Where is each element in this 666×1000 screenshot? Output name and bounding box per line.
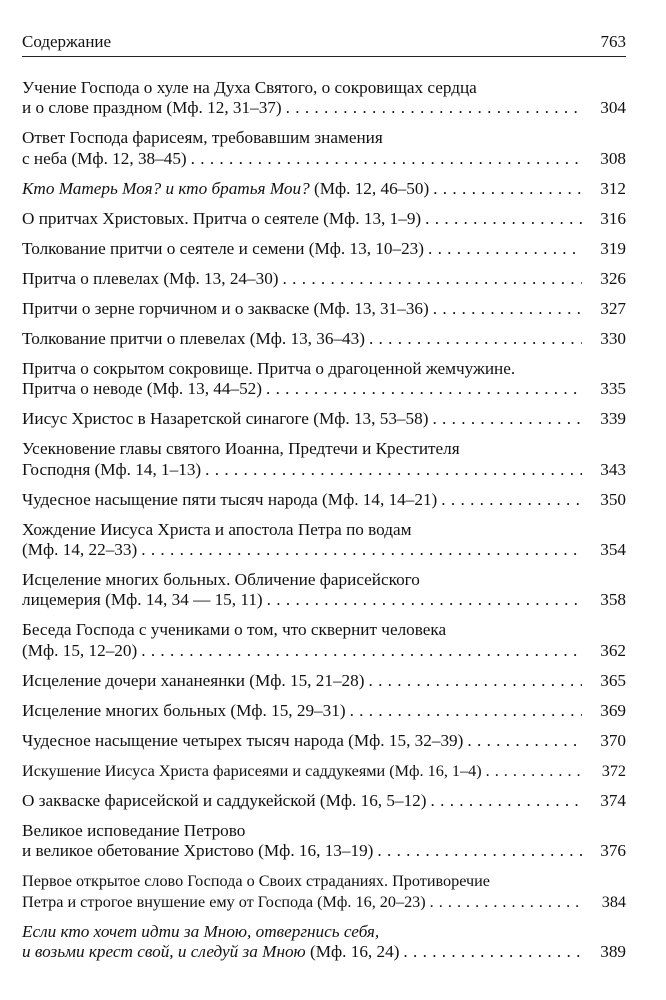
toc-line [22,821,626,841]
toc-entry [22,439,626,480]
toc-page-number: 362 [600,640,626,660]
toc-page-number: 312 [600,178,626,198]
toc-entry-text: Искушение Иисуса Христа фарисеями и саддукеями (Мф. 16, 1–4) [22,761,482,780]
toc-line [22,570,626,590]
toc-line [22,942,626,962]
toc-entry-text: с неба (Мф. 12, 38–45) [22,148,187,168]
toc-entry [22,791,626,811]
table-of-contents [22,78,626,972]
toc-line [22,128,626,148]
toc-entry [22,269,626,289]
toc-page-number: 350 [600,489,626,509]
toc-entry-text: Притчи о зерне горчичном и о закваске (Мф. 13, 31–36) [22,298,429,318]
toc-line [22,641,626,661]
toc-entry-text: лицемерия (Мф. 14, 34 — 15, 11) [22,590,263,610]
toc-entry [22,78,626,119]
toc-page-number: 376 [600,841,626,861]
toc-line [22,78,626,98]
toc-line [22,922,626,942]
toc-entry-text: Хождение Иисуса Христа и апостола Петра по водам [22,519,412,539]
leader-dots [433,179,582,199]
toc-page-number: 369 [600,700,626,720]
toc-entry [22,821,626,862]
toc-page-number: 343 [600,459,626,479]
toc-entry [22,329,626,349]
toc-entry [22,520,626,561]
leader-dots [428,239,582,259]
toc-entry-text: Первое открытое слово Господа о Своих страданиях. Противоречие [22,872,490,891]
toc-entry-text: Чудесное насыщение четырех тысяч народа (Мф. 15, 32–39) [22,730,464,750]
toc-line [22,701,626,721]
toc-entry-text: Беседа Господа с учениками о том, что сквернит человека [22,620,447,640]
toc-entry-italic: Кто Матерь Моя? и кто братья Мои? [22,178,310,198]
toc-entry [22,671,626,691]
toc-page-number: 354 [600,540,626,560]
toc-line [22,731,626,751]
leader-dots [430,892,582,912]
toc-entry-text [22,179,429,199]
toc-page-number: 389 [600,942,626,962]
toc-line [22,460,626,480]
toc-line [22,379,626,399]
toc-line [22,179,626,199]
toc-line [22,761,626,781]
toc-line [22,359,626,379]
toc-line [22,791,626,811]
leader-dots [433,299,582,319]
toc-entry [22,128,626,169]
toc-page-number: 304 [600,98,626,118]
toc-entry-text: Толкование притчи о плевелах (Мф. 13, 36–43) [22,328,365,348]
toc-page-number: 308 [600,148,626,168]
toc-entry [22,620,626,661]
toc-line [22,269,626,289]
leader-dots [368,671,582,691]
toc-entry-text: Господня (Мф. 14, 1–13) [22,459,202,479]
toc-entry [22,701,626,721]
toc-entry [22,761,626,781]
toc-page-number: 316 [600,208,626,228]
toc-line [22,209,626,229]
leader-dots [431,791,583,811]
section-title: Содержание [22,32,112,51]
toc-page-number: 330 [600,328,626,348]
toc-entry-text: Усекновение главы святого Иоанна, Предтечи и Крестителя [22,439,460,459]
toc-line [22,590,626,610]
toc-line [22,98,626,118]
toc-entry [22,409,626,429]
toc-line [22,329,626,349]
leader-dots [350,701,582,721]
toc-entry-text: и великое обетование Христово (Мф. 16, 13–19) [22,841,374,861]
page-number: 763 [600,32,626,51]
toc-entry [22,359,626,400]
toc-entry-text [22,942,399,962]
toc-entry-text: Ответ Господа фарисеям, требовавшим знамения [22,128,383,148]
toc-entry-italic: Если кто хочет идти за Мною, отвергнись себя, [22,921,380,941]
toc-page-number: 384 [601,892,626,911]
leader-dots [141,540,582,560]
leader-dots [486,761,582,781]
toc-entry-text: и о слове праздном (Мф. 12, 31–37) [22,98,282,118]
toc-page-number: 319 [600,238,626,258]
toc-entry-text: Исцеление многих больных (Мф. 15, 29–31) [22,700,346,720]
toc-page-number: 335 [600,379,626,399]
toc-entry [22,239,626,259]
leader-dots [286,98,582,118]
toc-entry-text: Чудесное насыщение пяти тысяч народа (Мф. 14, 14–21) [22,489,438,509]
toc-page-number: 365 [600,670,626,690]
toc-line [22,892,626,912]
toc-entry-text: Великое исповедание Петрово [22,820,246,840]
toc-entry-italic: и возьми крест свой, и следуй за Мною [22,942,306,962]
toc-line [22,409,626,429]
toc-line [22,841,626,861]
toc-entry-text: Толкование притчи о сеятеле и семени (Мф. 13, 10–23) [22,238,424,258]
toc-entry-text: Петра и строгое внушение ему от Господа (Мф. 16, 20–23) [22,892,426,911]
toc-entry-text: (Мф. 15, 12–20) [22,640,138,660]
leader-dots [441,490,582,510]
toc-page-number: 372 [601,761,626,780]
leader-dots [141,641,582,661]
toc-entry [22,570,626,611]
toc-entry [22,299,626,319]
leader-dots [467,731,582,751]
toc-line [22,620,626,640]
toc-entry [22,179,626,199]
toc-entry-text: Иисус Христос в Назаретской синагоге (Мф. 13, 53–58) [22,409,429,429]
toc-entry-text: О закваске фарисейской и саддукейской (Мф. 16, 5–12) [22,790,427,810]
leader-dots [377,841,582,861]
leader-dots [425,209,582,229]
leader-dots [403,942,582,962]
leader-dots [283,269,582,289]
toc-entry-text: Исцеление дочери хананеянки (Мф. 15, 21–28) [22,670,365,690]
toc-entry-reference: (Мф. 12, 46–50) [309,178,430,198]
toc-page-number: 374 [600,790,626,810]
leader-dots [191,149,582,169]
leader-dots [267,590,582,610]
toc-line [22,671,626,691]
toc-line [22,149,626,169]
toc-entry-text [22,922,379,942]
toc-page-number: 370 [600,730,626,750]
toc-line [22,299,626,319]
leader-dots [432,409,582,429]
toc-page-number: 326 [600,268,626,288]
leader-dots [369,329,582,349]
toc-line [22,520,626,540]
toc-page-number: 339 [600,409,626,429]
toc-entry-text: Учение Господа о хуле на Духа Святого, о сокровищах сердца [22,78,477,97]
toc-entry-text: Притча о неводе (Мф. 13, 44–52) [22,379,262,399]
toc-page-number: 327 [600,298,626,318]
toc-entry-text: О притчах Христовых. Притча о сеятеле (Мф. 13, 1–9) [22,208,422,228]
toc-entry [22,871,626,912]
toc-line [22,239,626,259]
toc-line [22,871,626,891]
running-head [22,28,626,57]
toc-line [22,439,626,459]
toc-page-number: 358 [600,590,626,610]
toc-entry-text: Притча о плевелах (Мф. 13, 24–30) [22,268,279,288]
toc-entry [22,731,626,751]
leader-dots [266,379,582,399]
toc-entry-text: Исцеление многих больных. Обличение фарисейского [22,570,420,590]
toc-entry-reference: (Мф. 16, 24) [305,942,400,962]
toc-entry [22,490,626,510]
toc-line [22,540,626,560]
toc-line [22,490,626,510]
toc-entry-text: Притча о сокрытом сокровище. Притча о драгоценной жемчужине. [22,358,516,378]
toc-entry-text: (Мф. 14, 22–33) [22,540,138,560]
toc-entry [22,209,626,229]
leader-dots [205,460,582,480]
toc-entry [22,922,626,963]
